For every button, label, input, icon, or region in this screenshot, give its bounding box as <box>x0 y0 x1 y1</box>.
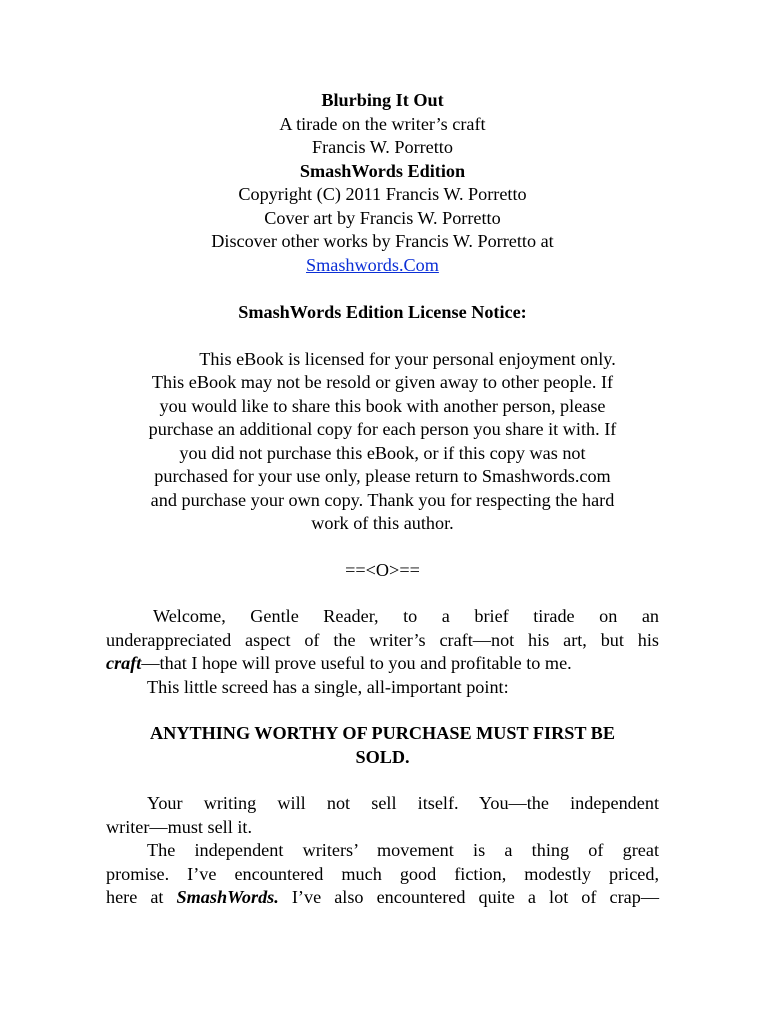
license-line: This eBook is licensed for your personal enjoyment only. <box>199 348 616 369</box>
book-subtitle: A tirade on the writer’s craft <box>279 113 486 134</box>
body-text <box>106 605 659 910</box>
cover-art-line: Cover art by Francis W. Porretto <box>264 207 501 228</box>
smashwords-link[interactable]: Smashwords.Com <box>306 254 439 275</box>
license-heading: SmashWords Edition License Notice: <box>238 302 527 322</box>
paragraph-line: This little screed has a single, all-important point: <box>147 676 509 697</box>
license-line: purchase an additional copy for each person you share it with. If <box>148 419 617 439</box>
license-line: work of this author. <box>311 513 454 533</box>
paragraph <box>106 676 659 700</box>
emphasis-craft: craft <box>106 653 142 673</box>
emphasis-smashwords: SmashWords. <box>176 887 279 907</box>
license-line: you did not purchase this eBook, or if this copy was not <box>179 442 586 463</box>
book-title: Blurbing It Out <box>321 90 444 110</box>
paragraph-line: Your writing will not sell itself. You—the independent <box>147 793 659 813</box>
title-block <box>106 89 659 254</box>
paragraph: The independent writers’ movement is a thing of great promise. I’ve encountered much good fiction, modestly priced, here at SmashWords. I’ve also encountered quite a lot of crap— <box>106 840 660 907</box>
paragraph-line: promise. I’ve encountered much good fiction, modestly priced, <box>106 863 659 884</box>
paragraph <box>106 792 659 839</box>
license-line: purchased for your use only, please return to Smashwords.com <box>154 466 611 486</box>
paragraph-line: The independent writers’ movement is a thing of great <box>147 840 659 860</box>
paragraph-line: writer—must sell it. <box>106 816 252 837</box>
edition-label: SmashWords Edition <box>299 160 466 181</box>
paragraph-line: —that I hope will prove useful to you and profitable to me. <box>141 653 572 673</box>
discover-line: Discover other works by Francis W. Porretto at <box>211 231 554 251</box>
license-line: This eBook may not be resold or given away to other people. If <box>151 372 614 392</box>
paragraph-line: Welcome, Gentle Reader, to a brief tirade on an <box>153 606 659 626</box>
book-author: Francis W. Porretto <box>312 137 453 157</box>
license-line: you would like to share this book with another person, please <box>159 395 606 416</box>
main-point-heading: ANYTHING WORTHY OF PURCHASE MUST FIRST BE SOLD. <box>150 723 615 767</box>
paragraph-line: underappreciated aspect of the writer’s craft—not his art, but his <box>106 629 659 650</box>
link-line <box>106 254 659 278</box>
license-line: and purchase your own copy. Thank you for respecting the hard <box>150 489 615 510</box>
section-separator: ==<O>== <box>345 559 420 580</box>
document-page <box>106 89 659 910</box>
paragraph <box>106 605 659 676</box>
license-notice <box>106 348 659 536</box>
copyright-line: Copyright (C) 2011 Francis W. Porretto <box>238 184 527 204</box>
